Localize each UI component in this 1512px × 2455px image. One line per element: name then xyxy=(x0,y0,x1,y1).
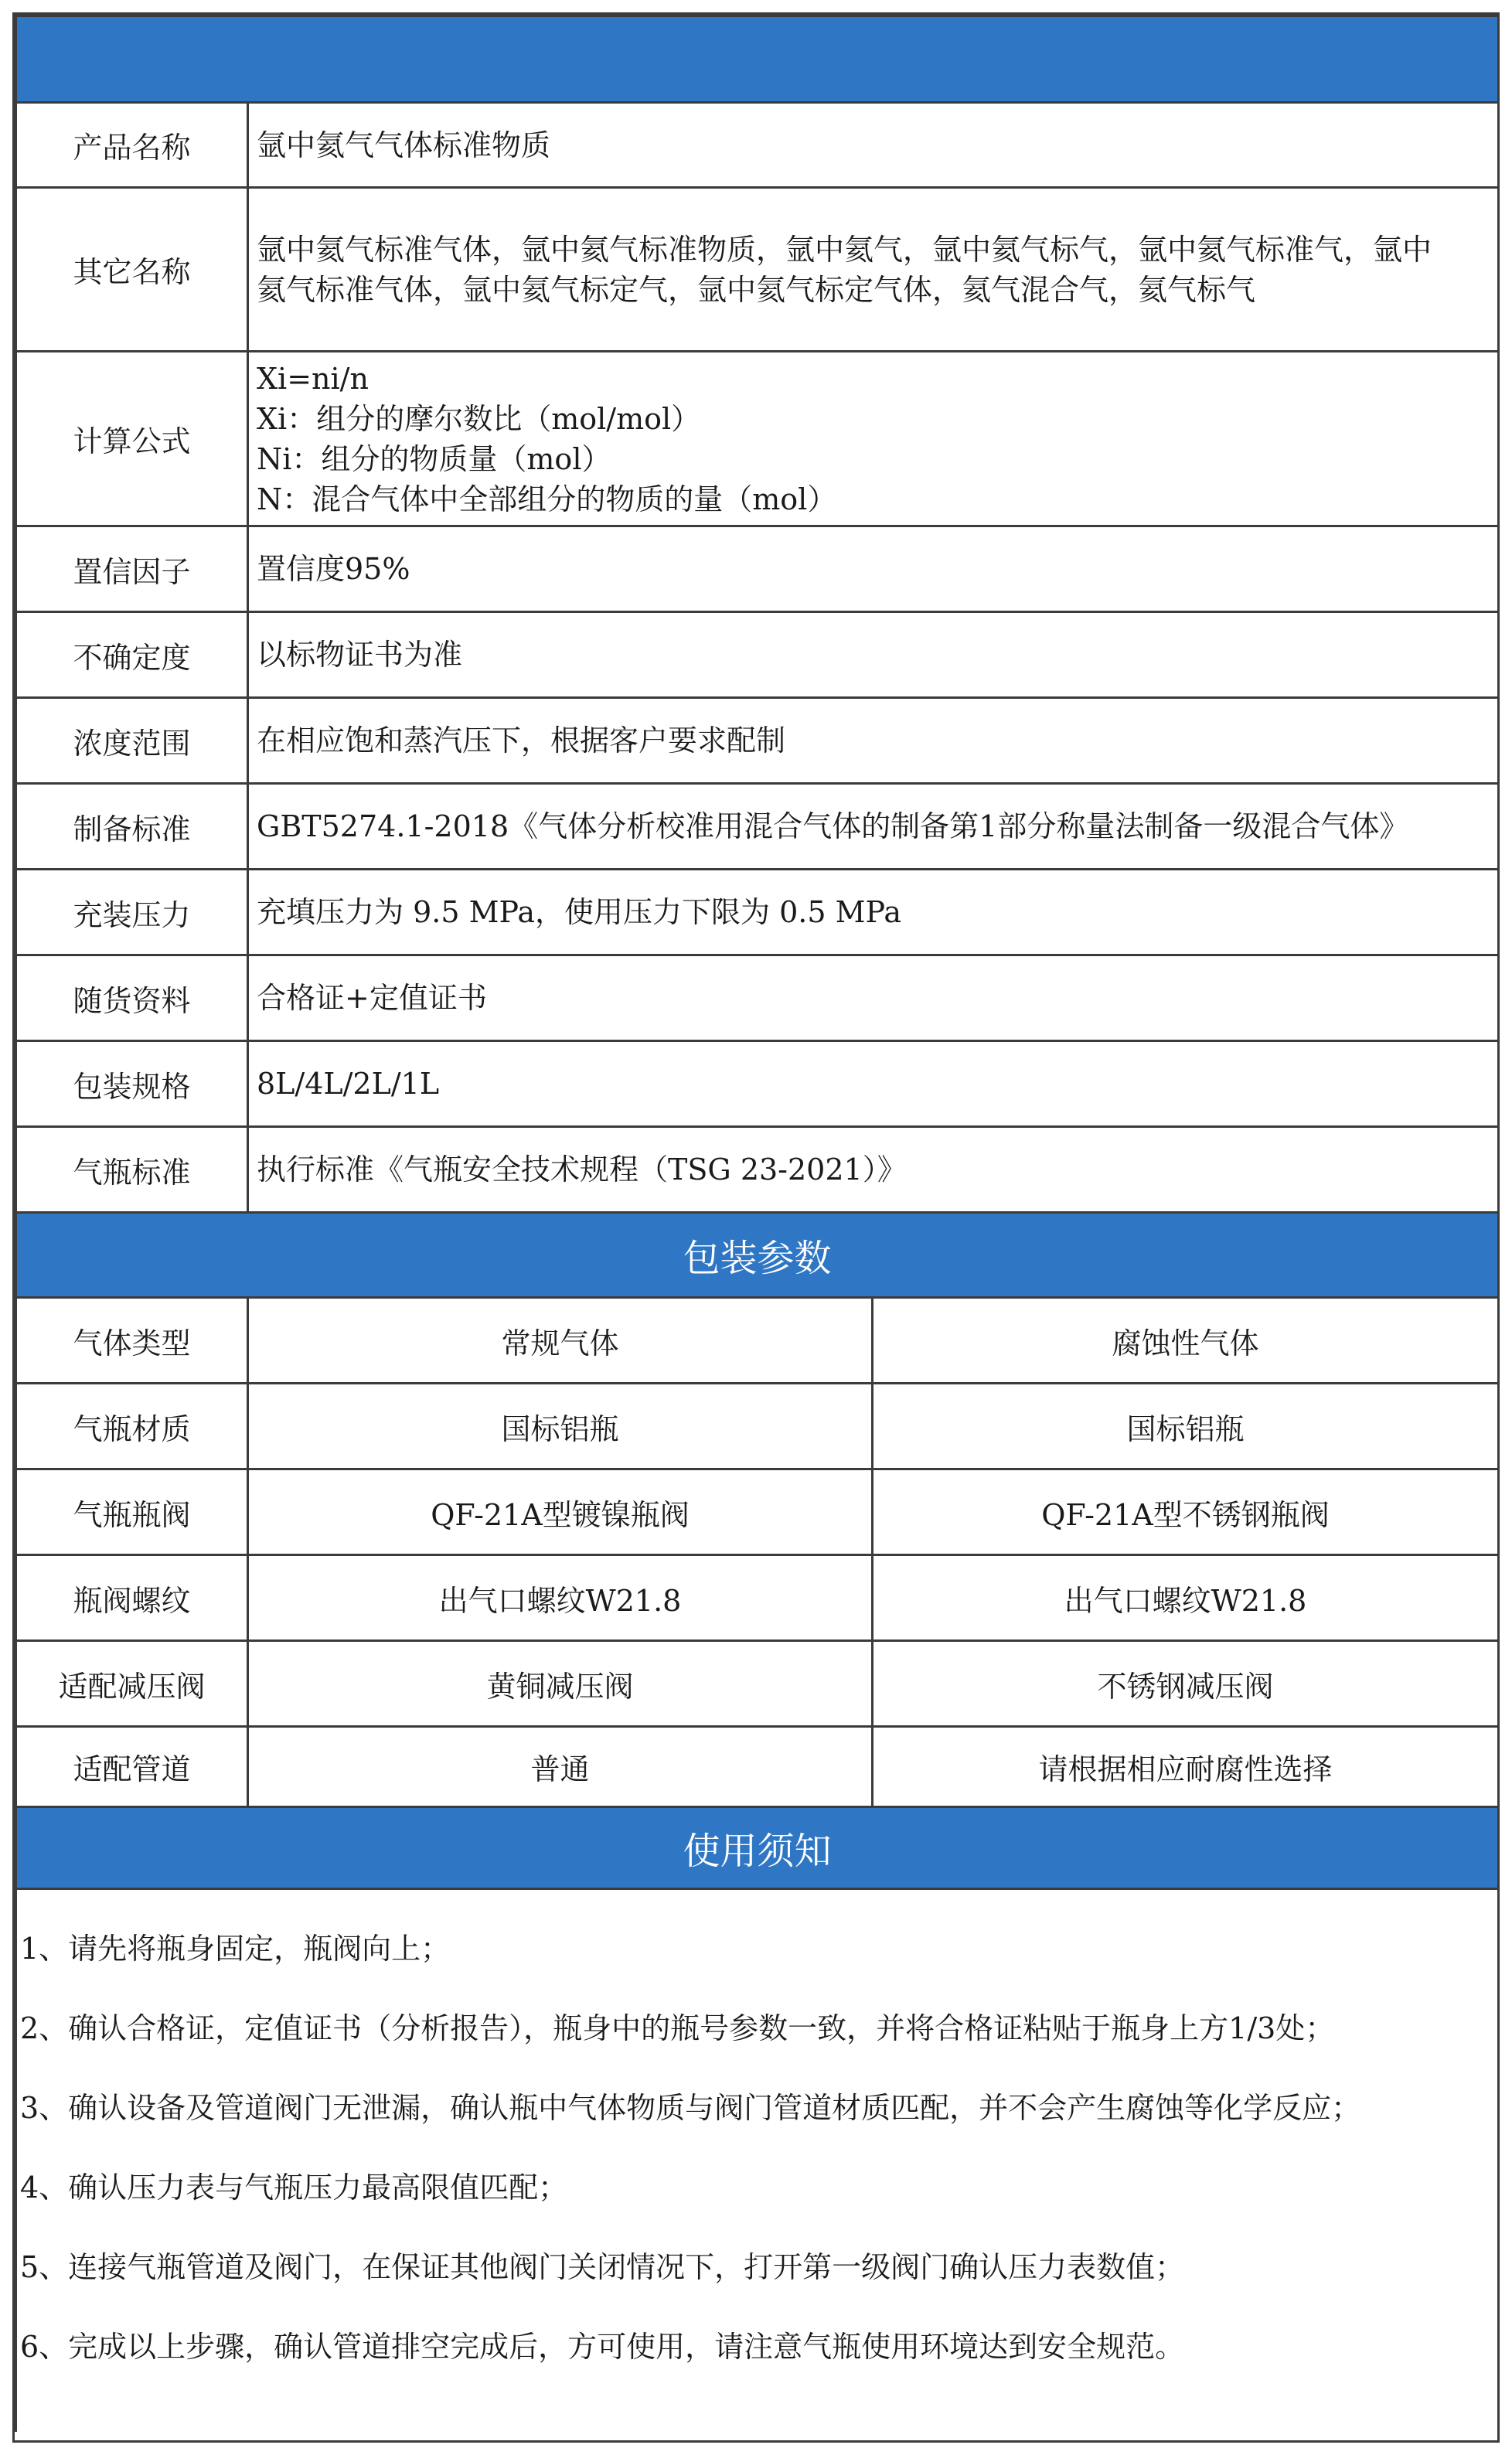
row-value: 氩中氦气标准气体，氩中氦气标准物质，氩中氦气，氩中氦气标气，氩中氦气标准气，氩中 氦气标准气体，氩中氦气标定气，氩中氦气标定气体，氦气混合气，氦气标气 xyxy=(248,188,1499,352)
usage-note: 5、连接气瓶管道及阀门，在保证其他阀门关闭情况下，打开第一级阀门确认压力表数值； xyxy=(20,2250,1185,2284)
pack-regular-cell: 常规气体 xyxy=(248,1298,873,1384)
row-label: 置信因子 xyxy=(16,526,248,612)
pack-label: 适配减压阀 xyxy=(16,1641,248,1727)
row-label: 不确定度 xyxy=(16,612,248,698)
pack-regular-cell: 出气口螺纹W21.8 xyxy=(248,1555,873,1641)
row-value: GBT5274.1-2018《气体分析校准用混合气体的制备第1部分称量法制备一级混合气体》 xyxy=(248,784,1499,870)
usage-note: 4、确认压力表与气瓶压力最高限值匹配； xyxy=(20,2171,568,2205)
usage-note: 3、确认设备及管道阀门无泄漏，确认瓶中气体物质与阀门管道材质匹配，并不会产生腐蚀等化学反应； xyxy=(20,2091,1361,2125)
pack-corrosive-cell: 国标铝瓶 xyxy=(873,1384,1499,1469)
spec-sheet xyxy=(12,12,1500,2443)
pack-label: 适配管道 xyxy=(16,1727,248,1807)
pack-corrosive-cell: 请根据相应耐腐性选择 xyxy=(873,1727,1499,1807)
packaging-section-title: 包装参数 xyxy=(16,1213,1499,1298)
row-label: 浓度范围 xyxy=(16,698,248,784)
usage-note: 6、完成以上步骤，确认管道排空完成后，方可使用，请注意气瓶使用环境达到安全规范。 xyxy=(20,2330,1185,2364)
row-label: 充装压力 xyxy=(16,870,248,955)
row-value: 执行标准《气瓶安全技术规程（TSG 23-2021）》 xyxy=(248,1127,1499,1213)
pack-regular-cell: 国标铝瓶 xyxy=(248,1384,873,1469)
row-label: 随货资料 xyxy=(16,955,248,1041)
row-label: 气瓶标准 xyxy=(16,1127,248,1213)
row-label: 制备标准 xyxy=(16,784,248,870)
row-value: 充填压力为 9.5 MPa，使用压力下限为 0.5 MPa xyxy=(248,870,1499,955)
row-label: 产品名称 xyxy=(16,103,248,188)
usage-notes-list xyxy=(17,1890,1497,2403)
pack-regular-cell: QF-21A型镀镍瓶阀 xyxy=(248,1469,873,1555)
pack-label: 瓶阀螺纹 xyxy=(16,1555,248,1641)
row-label: 其它名称 xyxy=(16,188,248,352)
usage-note: 2、确认合格证，定值证书（分析报告），瓶身中的瓶号参数一致，并将合格证粘贴于瓶身上方1/3处； xyxy=(20,2011,1335,2045)
row-value: 以标物证书为准 xyxy=(248,612,1499,698)
pack-label: 气瓶瓶阀 xyxy=(16,1469,248,1555)
usage-section-title: 使用须知 xyxy=(16,1807,1499,1889)
top-header-band xyxy=(16,16,1499,103)
row-label: 包装规格 xyxy=(16,1041,248,1127)
row-value: 氩中氦气气体标准物质 xyxy=(248,103,1499,188)
pack-corrosive-cell: QF-21A型不锈钢瓶阀 xyxy=(873,1469,1499,1555)
row-value: 在相应饱和蒸汽压下，根据客户要求配制 xyxy=(248,698,1499,784)
row-value: Xi=ni/n Xi：组分的摩尔数比（mol/mol） Ni：组分的物质量（mol） N：混合气体中全部组分的物质的量（mol） xyxy=(248,352,1499,526)
pack-label: 气体类型 xyxy=(16,1298,248,1384)
pack-label: 气瓶材质 xyxy=(16,1384,248,1469)
row-value: 置信度95% xyxy=(248,526,1499,612)
row-value: 8L/4L/2L/1L xyxy=(248,1041,1499,1127)
pack-corrosive-cell: 不锈钢减压阀 xyxy=(873,1641,1499,1727)
pack-corrosive-cell: 出气口螺纹W21.8 xyxy=(873,1555,1499,1641)
spec-table xyxy=(15,15,1500,2432)
row-value: 合格证+定值证书 xyxy=(248,955,1499,1041)
pack-regular-cell: 普通 xyxy=(248,1727,873,1807)
pack-corrosive-cell: 腐蚀性气体 xyxy=(873,1298,1499,1384)
usage-note: 1、请先将瓶身固定，瓶阀向上； xyxy=(20,1932,451,1966)
usage-notes-cell xyxy=(16,1889,1499,2432)
pack-regular-cell: 黄铜减压阀 xyxy=(248,1641,873,1727)
row-label: 计算公式 xyxy=(16,352,248,526)
